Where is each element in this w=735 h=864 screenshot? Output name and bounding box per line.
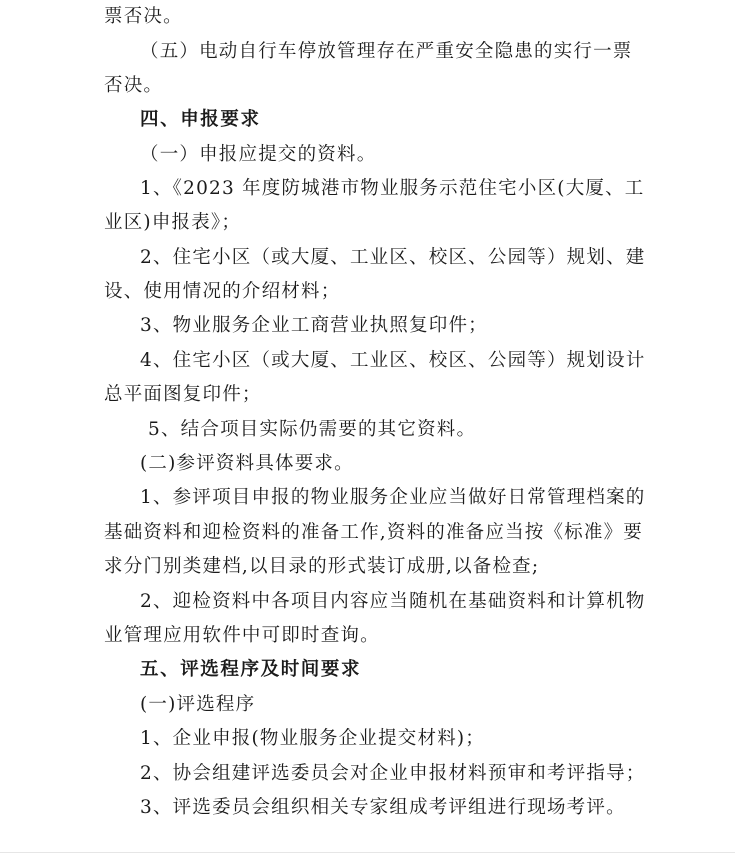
list-item-4-1-5: 5、结合项目实际仍需要的其它资料。 [148, 419, 477, 440]
list-item-4-2-1-line-1: 1、参评项目申报的物业服务企业应当做好日常管理档案的 [140, 487, 646, 508]
list-item-4-2-2-line-1: 2、迎检资料中各项目内容应当随机在基础资料和计算机物 [140, 591, 646, 612]
list-item-4-1-4-line-2: 总平面图复印件； [104, 384, 262, 405]
list-item-4-1-2-line-2: 设、使用情况的介绍材料； [104, 281, 341, 302]
section-heading-4: 四、申报要求 [140, 109, 261, 130]
list-item-4-1-1-line-2: 业区)申报表》； [104, 212, 242, 233]
text-line-2: （五）电动自行车停放管理存在严重安全隐患的实行一票 [140, 41, 633, 62]
list-item-4-1-1-line-1: 1、《2023 年度防城港市物业服务示范住宅小区(大厦、工 [140, 178, 645, 199]
text-line-1: 票否决。 [104, 6, 183, 27]
text-line-3: 否决。 [104, 75, 164, 96]
page-bottom-edge [0, 852, 735, 853]
list-item-4-2-1-line-2: 基础资料和迎检资料的准备工作,资料的准备应当按《标准》要 [104, 522, 643, 543]
list-item-4-1-4-line-1: 4、住宅小区（或大厦、工业区、校区、公园等）规划设计 [140, 350, 646, 371]
subsection-heading-4-1: （一）申报应提交的资料。 [140, 144, 377, 165]
list-item-4-1-3: 3、物业服务企业工商营业执照复印件； [140, 315, 488, 336]
list-item-5-1-1: 1、企业申报(物业服务企业提交材料)； [140, 728, 486, 749]
subsection-heading-4-2: (二)参评资料具体要求。 [140, 453, 354, 474]
list-item-4-1-2-line-1: 2、住宅小区（或大厦、工业区、校区、公园等）规划、建 [140, 247, 646, 268]
list-item-4-2-1-line-3: 求分门别类建档,以目录的形式装订成册,以备检查; [104, 556, 540, 577]
list-item-5-1-2: 2、协会组建评选委员会对企业申报材料预审和考评指导； [140, 763, 646, 784]
list-item-5-1-3: 3、评选委员会组织相关专家组成考评组进行现场考评。 [140, 797, 626, 818]
list-item-4-2-2-line-2: 业管理应用软件中可即时查询。 [104, 625, 380, 646]
subsection-heading-5-1: (一)评选程序 [140, 694, 256, 715]
section-heading-5: 五、评选程序及时间要求 [140, 659, 362, 680]
